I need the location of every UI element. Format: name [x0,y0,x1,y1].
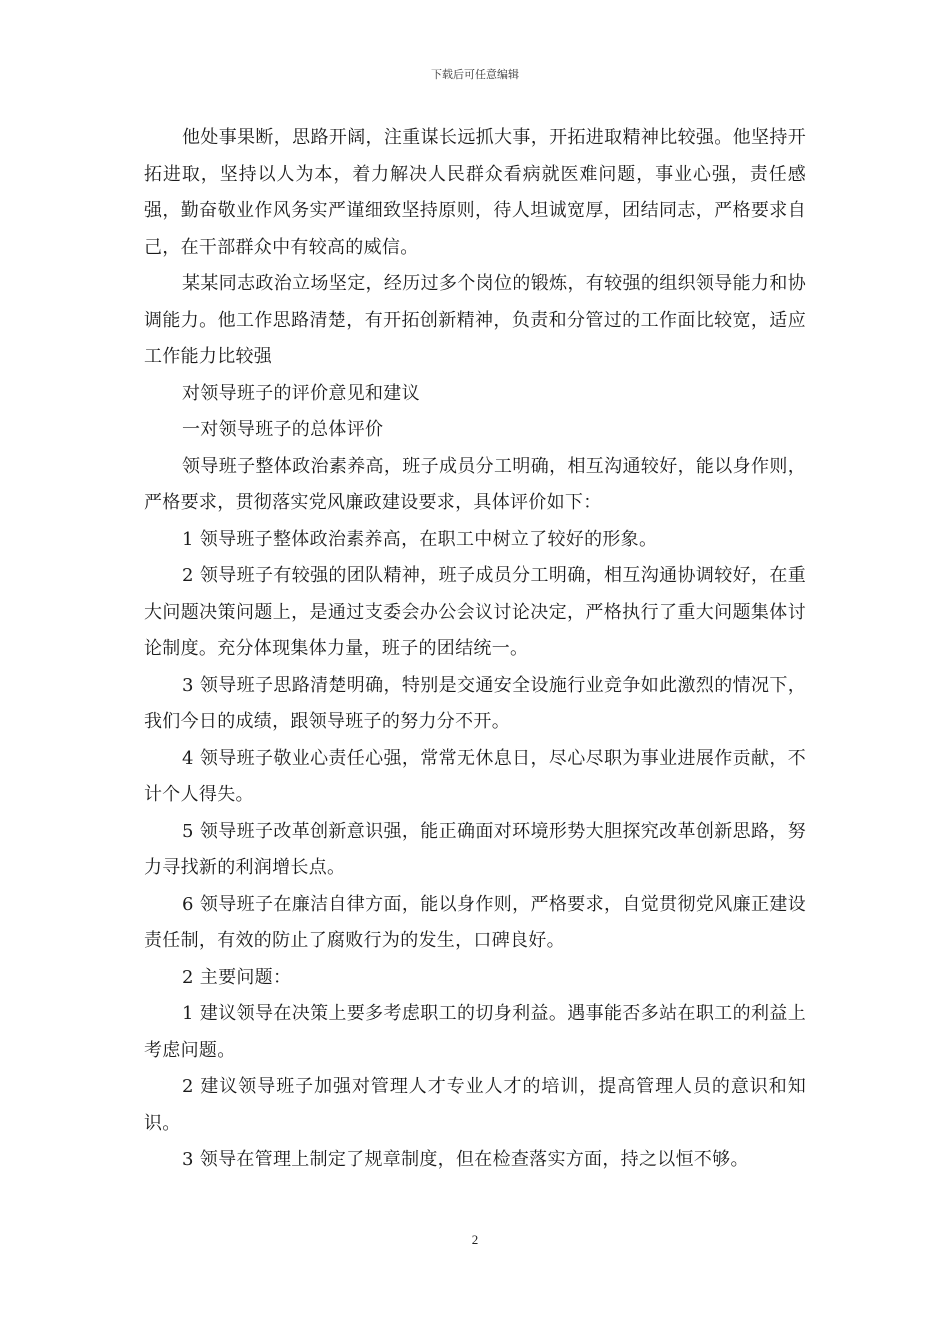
document-body [144,120,806,1179]
paragraph-overall-evaluation: 领导班子整体政治素养高，班子成员分工明确，相互沟通较好，能以身作则，严格要求，贯彻落实党风廉政建设要求，具体评价如下： [144,455,806,513]
evaluation-item-2: 2 领导班子有较强的团队精神，班子成员分工明确，相互沟通协调较好，在重大问题决策问题上，是通过支委会办公会议讨论决定，严格执行了重大问题集体讨论制度。充分体现集体力量，班子的团结统一。 [144,565,806,659]
subsection-heading-overall-evaluation: 一对领导班子的总体评价 [182,419,384,440]
paragraph-2: 某某同志政治立场坚定，经历过多个岗位的锻炼，有较强的组织领导能力和协调能力。他工作思路清楚，有开拓创新精神，负责和分管过的工作面比较宽，适应工作能力比较强 [144,273,806,367]
evaluation-item-4: 4 领导班子敬业心责任心强，常常无休息日，尽心尽职为事业进展作贡献，不计个人得失。 [144,747,806,805]
subsection-heading-main-issues: 2 主要问题： [182,966,292,988]
page-header: 下载后可任意编辑 [431,68,519,81]
evaluation-item-3: 3 领导班子思路清楚明确，特别是交通安全设施行业竞争如此激烈的情况下，我们今日的成绩，跟领导班子的努力分不开。 [144,674,806,732]
evaluation-item-1: 1 领导班子整体政治素养高，在职工中树立了较好的形象。 [182,528,658,550]
evaluation-item-5: 5 领导班子改革创新意识强，能正确面对环境形势大胆探究改革创新思路，努力寻找新的利润增长点。 [144,820,806,878]
section-heading: 对领导班子的评价意见和建议 [182,382,420,404]
issue-item-2: 2 建议领导班子加强对管理人才专业人才的培训，提高管理人员的意识和知识。 [144,1076,806,1134]
paragraph-1: 他处事果断，思路开阔，注重谋长远抓大事，开拓进取精神比较强。他坚持开拓进取，坚持以人为本，着力解决人民群众看病就医难问题，事业心强，责任感强，勤奋敬业作风务实严谨细致坚持原则，待人坦诚宽厚，团结同志，严格要求自己，在干部群众中有较高的威信。 [144,127,806,258]
issue-item-1: 1 建议领导在决策上要多考虑职工的切身利益。遇事能否多站在职工的利益上考虑问题。 [144,1003,806,1061]
issue-item-3: 3 领导在管理上制定了规章制度，但在检查落实方面，持之以恒不够。 [182,1149,749,1170]
page-number: 2 [471,1232,479,1247]
evaluation-item-6: 6 领导班子在廉洁自律方面，能以身作则，严格要求，自觉贯彻党风廉正建设责任制，有效的防止了腐败行为的发生，口碑良好。 [144,893,806,951]
